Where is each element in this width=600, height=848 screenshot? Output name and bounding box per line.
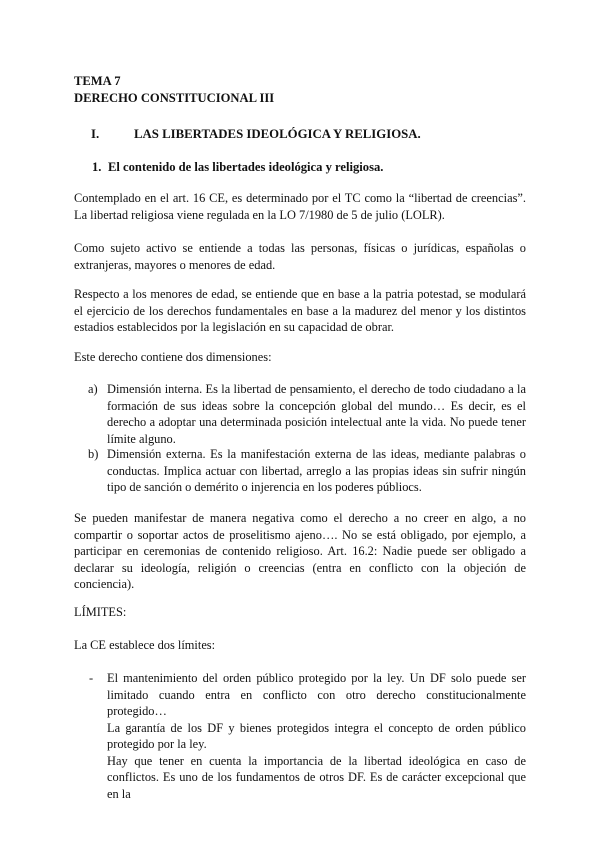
paragraph-manifestacion-negativa: Se pueden manifestar de manera negativa como el derecho a no creer en algo, a no compartir o soportar actos de proselitismo ajeno…. No se está obligado, por ejemplo, a participar en ceremonias de contenido religioso. Art. 16.2: Nadie puede ser obligado a declarar su ideología, religión o creencias (entra en conflicto con la objeción de conciencia). [74,511,526,591]
topic-number: TEMA 7 [74,74,121,88]
list-item-text: El mantenimiento del orden público protegido por la ley. Un DF solo puede ser limitado cuando entra en conflicto con otro derecho constitucionalmente protegido… [107,671,526,718]
subsection-heading [92,159,383,176]
list-item-body [107,670,526,802]
list-item-dimension-externa [88,446,526,496]
section-title: LAS LIBERTADES IDEOLÓGICA Y RELIGIOSA. [134,127,421,141]
dash-marker: - [89,671,94,685]
list-marker: b) [88,447,99,461]
paragraph-sujeto-activo: Como sujeto activo se entiende a todas las personas, físicas o jurídicas, españolas o extranjeras, mayores o menores de edad. [74,241,526,272]
subsection-title: El contenido de las libertades ideológica y religiosa. [108,160,384,174]
document-title [74,73,274,106]
list-marker: a) [88,382,98,396]
paragraph-menores: Respecto a los menores de edad, se entiende que en base a la patria potestad, se modulará el ejercicio de los derechos fundamentales en base a la madurez del menor y los distintos estadios establecidos por la legislación en su capacidad de obrar. [74,287,526,334]
list-item-dimension-interna [88,381,526,447]
paragraph-dos-limites: La CE establece dos límites: [74,638,216,652]
paragraph-art16: Contemplado en el art. 16 CE, es determinado por el TC como la “libertad de creencias”. La libertad religiosa viene regulada en la LO 7/1980 de 5 de julio (LOLR). [74,191,526,222]
course-title: DERECHO CONSTITUCIONAL III [74,90,275,105]
paragraph-dimensiones-intro: Este derecho contiene dos dimensiones: [74,350,272,364]
list-item-text: Dimensión interna. Es la libertad de pensamiento, el derecho de todo ciudadano a la formación de sus ideas sobre la concepción global del mundo… Es decir, es el derecho a adoptar una determinada posición intelectual ante la vida. No puede tener límite alguno. [107,382,526,446]
section-heading [91,126,421,143]
list-item-text: Dimensión externa. Es la manifestación externa de las ideas, mediante palabras o conductas. Implica actuar con libertad, arreglo a las propias ideas sin sufrir ningún tipo de sanción o demérito o injerencia en los poderes públiocs. [107,447,526,494]
subsection-number: 1. [92,160,102,174]
section-number: I. [91,127,100,141]
list-item-text: Hay que tener en cuenta la importancia de la libertad ideológica en caso de conflictos. Es uno de los fundamentos de otros DF. Es de carácter excepcional que en la [107,753,526,801]
list-item-text: La garantía de los DF y bienes protegidos integra el concepto de orden público protegido por la ley. [107,720,526,751]
list-item-orden-publico [89,670,526,802]
limites-heading: LÍMITES: [74,605,127,619]
